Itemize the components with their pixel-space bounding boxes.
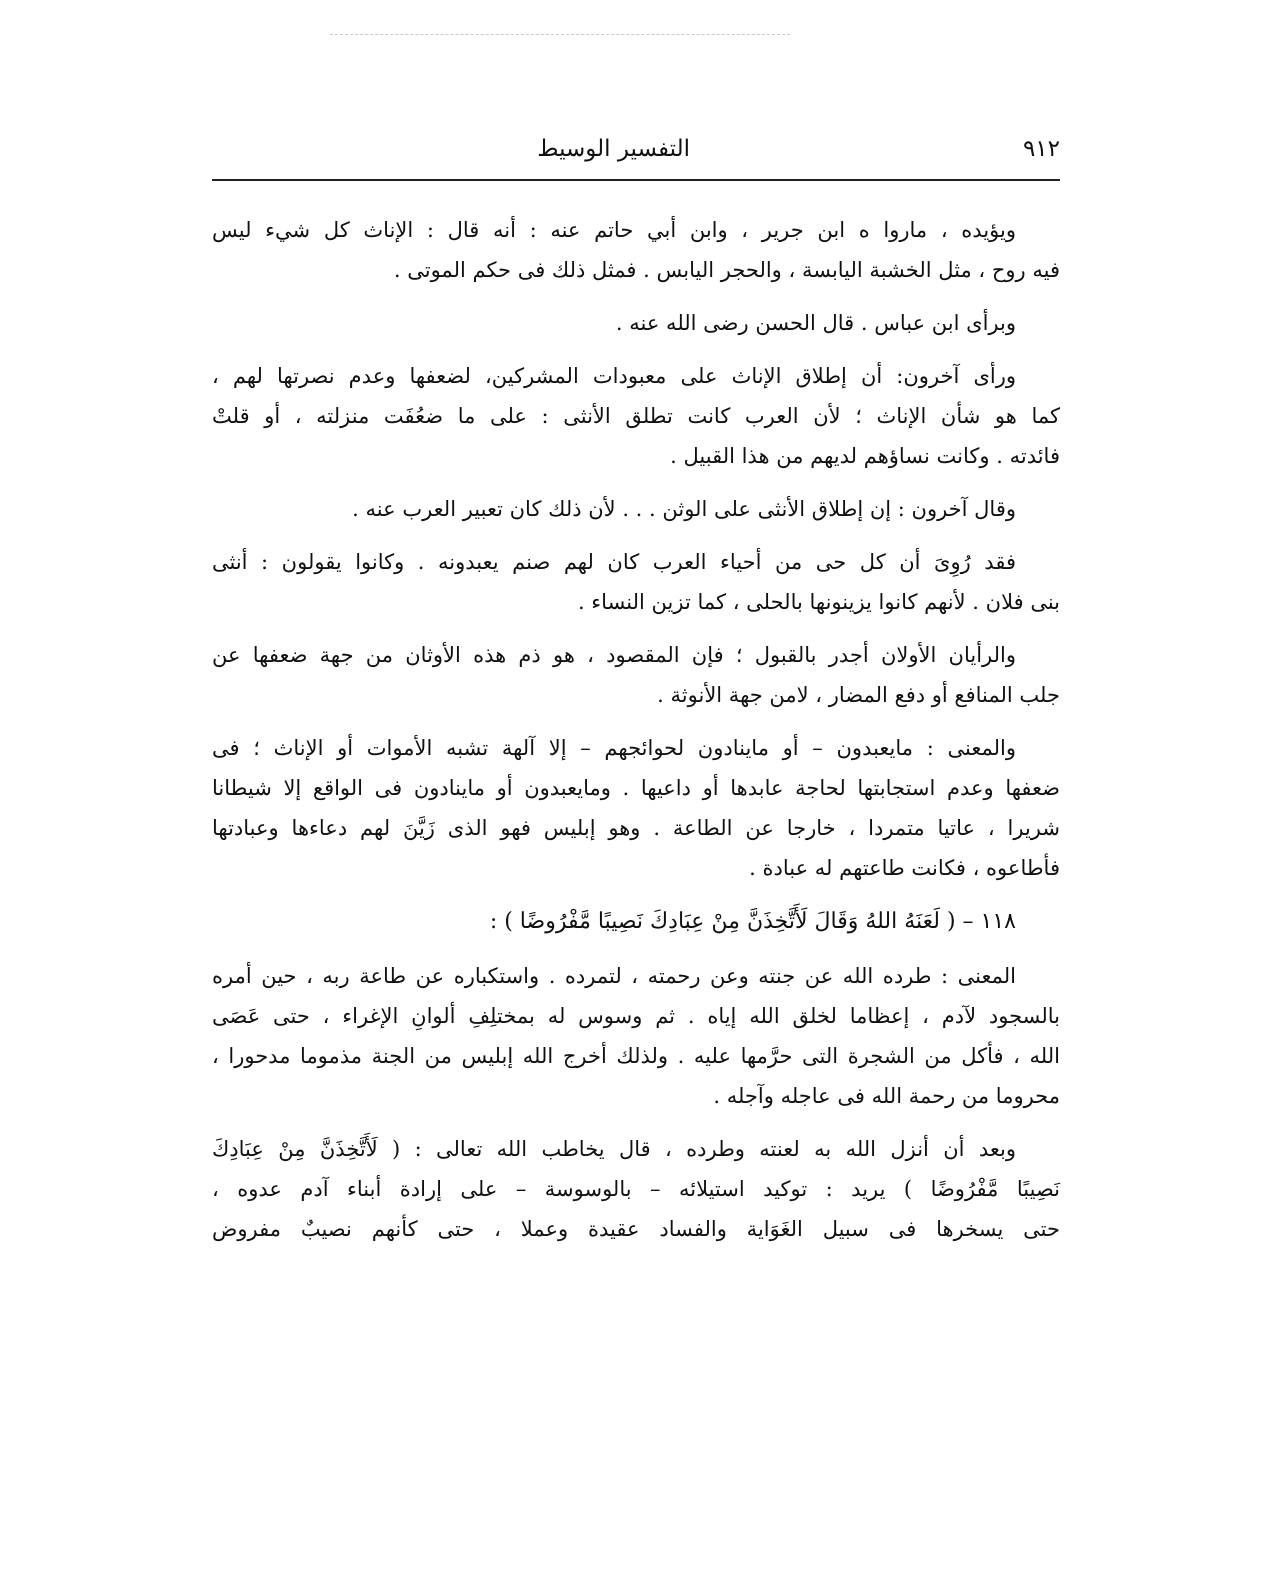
page-header [212, 136, 1060, 176]
paragraph-line: المعنى : طرده الله عن جنته وعن رحمته ، لتمرده . واستكباره عن طاعة ربه ، حين أمره [212, 964, 1016, 988]
paragraph-line: الله ، فأكل من الشجرة التى حرَّمها عليه . ولذلك أخرج الله إبليس من الجنة مذموما مدحورا ، [212, 1044, 1060, 1068]
paragraph-line: بالسجود لآدم ، إعظاما لخلق الله إياه . ثم وسوس له بمختلِفِ ألوانِ الإغراء ، حتى عَصَى [212, 1004, 1060, 1028]
page-body [212, 210, 1060, 1262]
paragraph-line: كما هو شأن الإناث ؛ لأن العرب كانت تطلق الأنثى : على ما ضعُفَت منزلته ، أو قلتْ [212, 404, 1060, 428]
paragraph-4 [212, 489, 1060, 529]
paragraph-9 [212, 1129, 1060, 1249]
paragraph-line: فائدته . وكانت نساؤهم لديهم من هذا القبيل . [670, 444, 1060, 468]
paragraph-line: حتى يسخرها فى سبيل الغَوَاية والفساد عقيدة وعملا ، حتى كأنهم نصيبٌ مفروض [212, 1217, 1060, 1241]
paragraph-line: فأطاعوه ، فكانت طاعتهم له عبادة . [749, 856, 1060, 880]
running-title: التفسير الوسيط [537, 136, 690, 162]
paragraph-1 [212, 210, 1060, 290]
paragraph-line: وبرأى ابن عباس . قال الحسن رضى الله عنه . [615, 311, 1016, 335]
paragraph-line: والمعنى : مايعبدون – أو ماينادون لحوائجهم – إلا آلهة تشبه الأموات أو الإناث ؛ فى [212, 736, 1016, 760]
paragraph-7 [212, 728, 1060, 888]
paragraph-3 [212, 356, 1060, 476]
paragraph-line: وبعد أن أنزل الله به لعنته وطرده ، قال يخاطب الله تعالى : ( لَأَتَّخِذَنَّ مِنْ عِبَادِكَ [212, 1137, 1016, 1161]
paragraph-line: ضعفها وعدم استجابتها لحاجة عابدها أو داعيها . ومايعبدون أو ماينادون فى الواقع إلا شيطانا [212, 776, 1060, 800]
paragraph-line: ويؤيده ، ماروا ه ابن جرير ، وابن أبي حاتم عنه : أنه قال : الإناث كل شيء ليس [212, 218, 1016, 242]
page-number: ٩١٢ [1022, 136, 1060, 162]
paragraph-line: فيه روح ، مثل الخشبة اليابسة ، والحجر اليابس . فمثل ذلك فى حكم الموتى . [393, 258, 1060, 282]
paragraph-line: بنى فلان . لأنهم كانوا يزينونها بالحلى ، كما تزين النساء . [577, 590, 1060, 614]
paragraph-line: جلب المنافع أو دفع المضار ، لامن جهة الأنوثة . [657, 683, 1060, 707]
paragraph-line: نَصِيبًا مَّفْرُوضًا ) يريد : توكيد استيلائه – بالوسوسة – على إرادة أبناء آدم عدوه ، [212, 1177, 1060, 1201]
verse-heading: ١١٨ – ( لَعَنَهُ اللهُ وَقَالَ لَأَتَّخِذَنَّ مِنْ عِبَادِكَ نَصِيبًا مَّفْرُوضًا ) : [489, 909, 1016, 934]
paragraph-2 [212, 303, 1060, 343]
paragraph-line: والرأيان الأولان أجدر بالقبول ؛ فإن المقصود ، هو ذم هذه الأوثان من جهة ضعفها عن [212, 643, 1016, 667]
paragraph-line: محروما من رحمة الله فى عاجله وآجله . [713, 1084, 1060, 1108]
paragraph-line: ورأى آخرون: أن إطلاق الإناث على معبودات المشركين، لضعفها وعدم نصرتها لهم ، [212, 364, 1016, 388]
paragraph-5 [212, 542, 1060, 622]
scan-artifact-marks [330, 34, 790, 37]
paragraph-line: وقال آخرون : إن إطلاق الأنثى على الوثن . . . لأن ذلك كان تعبير العرب عنه . [352, 497, 1016, 521]
paragraph-line: شريرا ، عاتيا متمردا ، خارجا عن الطاعة . وهو إبليس فهو الذى زَيَّنَ لهم دعاءها وعبادتها [212, 816, 1060, 840]
header-rule [212, 179, 1060, 181]
paragraph-6 [212, 635, 1060, 715]
paragraph-line: فقد رُوِىَ أن كل حى من أحياء العرب كان لهم صنم يعبدونه . وكانوا يقولون : أنثى [212, 550, 1016, 574]
paragraph-8 [212, 956, 1060, 1116]
